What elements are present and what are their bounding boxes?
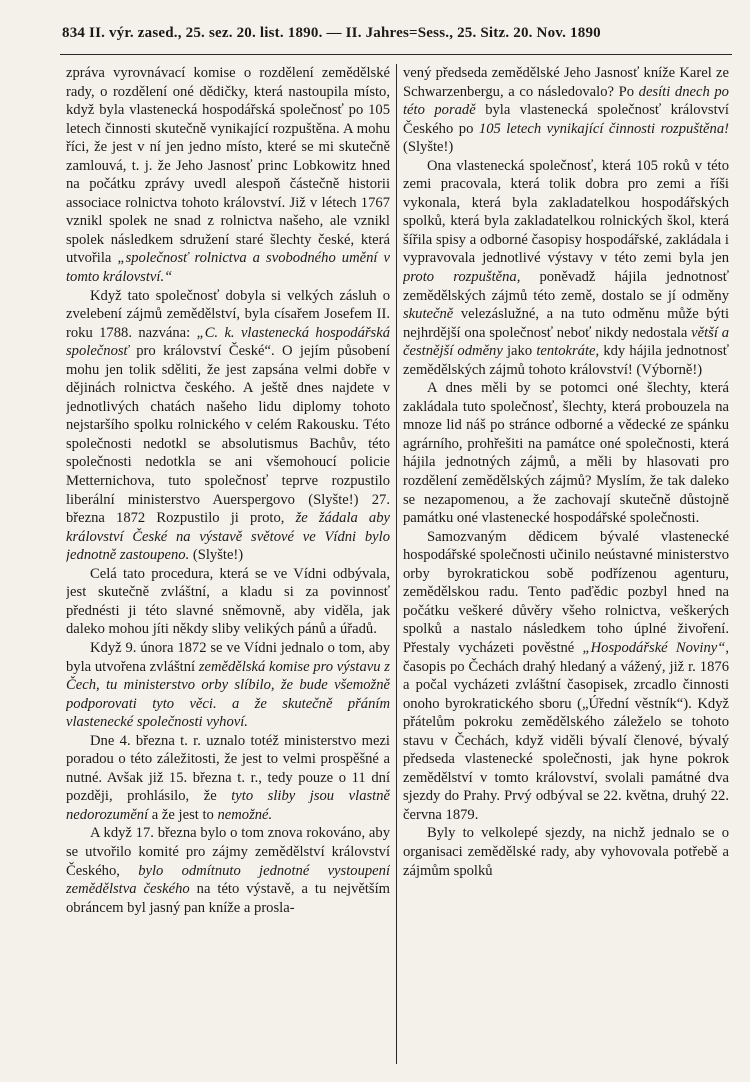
paragraph: A dnes měli by se potomci oné šlechty, která zakládala tuto společnosť, šlechty, která probouzela na mnoze lid náš po stránce odborné a vědecké ze spánku agrárního, prohřešiti na památce oné společnosti, která hájila jednotných zájmů, a měli by hlasovati pro rozdělení zemědělských zájmů? Myslím, že tak daleko se nezapomenou, a že zachovají skutečně důstojně památku oné vlastenecké hospodářské společnosti. [403,380,729,527]
paragraph: Když 9. února 1872 se ve Vídni jednalo o tom, aby byla utvořena zvláštní zemědělská komise pro výstavu z Čech, tu ministerstvo orby slíbilo, že bude všemožně podporovati tyto věci. a že skutečně přáním vlastenecké společnosti vyhoví. [66,639,390,731]
paragraph: Samozvaným dědicem bývalé vlastenecké hospodářské společnosti učinilo neústavné ministerstvo orby byrokratickou sobě podřízenou agenturu, zemědělskou radu. Tento paďědic pozbyl hned na počátku veškeré důvěry všeho rolnictva, veškerých spolků a nastalo následkem toho úplné živoření. Přestaly vycházeti pověstné „Hospodářské Noviny“, časopis po Čechách drahý hledaný a vážený, již r. 1876 a počal vycházeti zvláštní časopisek, zrcadlo činnosti onoho byrokratického sboru („Úřední věstník“). Když přátelům pokroku zemědělského záleželo se tohoto stavu v Čechách, když viděli bývalí členové, bývalý předseda vlastenecké společnosti, jak hyne pokrok zemědělství v tomto království, svolali památné dva sjezdy do Prahy. Prvý odbýval se 22. května, druhý 22. června 1879. [403,528,729,823]
header-text: 834 II. výr. zased., 25. sez. 20. list. 1890. — II. Jahres=Sess., 25. Sitz. 20. Nov. 1890 [62,24,601,41]
left-column [66,64,390,1064]
page-header [62,18,730,48]
paragraph: Celá tato procedura, která se ve Vídni odbývala, jest skutečně zvláštní, a kladu si za povinnosť přednésti ji této slavné sněmovně, aby viděla, jak daleko mohou jíti někdy sliby velikých pánů a úřadů. [66,565,390,638]
paragraph: vený předseda zemědělské Jeho Jasnosť kníže Karel ze Schwarzenbergu, a co následovalo? Po desíti dnech po této poradě byla vlastenecká společnosť království Českého po 105 letech vynikající činnosti rozpuštěna! (Slyšte!) [403,65,729,156]
paragraph: Když tato společnosť dobyla si velkých zásluh o zvelebení zájmů zemědělství, byla císařem Josefem II. roku 1788. nazvána: „C. k. vlastenecká hospodářská společnosť pro království České“. O jejím působení mohu jen tolik sděliti, že jest zapsána velmi dobře v dějinách rolnictva českého. A ještě dnes najdete v jednotlivých chatách našeho lidu diplomy tohoto nejstaršího spolku rolnického v celém Rakousku. Této společnosti nedotkl se absolutismus Bachův, této společnosti nedotkla se ani všemohoucí policie Metternichova, tuto společnosť teprve rozpustilo liberální ministerstvo Auerspergovo (Slyšte!) 27. března 1872 Rozpustilo ji proto, že žádala aby království České na výstavě světové ve Vídni bylo jednotně zastoupeno. (Slyšte!) [66,287,390,564]
paragraph: Ona vlastenecká společnosť, která 105 roků v této zemi pracovala, která tolik dobra pro zemi a říši vykonala, která byla zakladatelkou hospodářských spolků, která byla zakladatelkou rolnických škol, která šířila spisy a odborné časopisy hospodářské, zakládala i vypravovala jednotlivé výstavy v této zemi byla jen proto rozpuštěna, poněvadž hájila jednotnosť zemědělských zájmů této země, dostalo se jí odměny skutečně velezáslužné, a na tuto odměnu může býti nejhrdější ona společnosť neboť nikdy nedostala větší a čestnější odměny jako tentokráte, kdy hájila jednotnosť zemědělských zájmů tohoto království! (Výborně!) [403,157,729,378]
paragraph: Dne 4. března t. r. uznalo totéž ministerstvo mezi poradou o této záležitosti, že jest to velmi prospěšné a nutné. Avšak již 15. března t. r., tedy pouze o 11 dní později, prohlásilo, že tyto sliby jsou vlastně nedorozumění a že jest to nemožné. [66,732,390,823]
column-divider [396,64,397,1064]
paragraph: zpráva vyrovnávací komise o rozdělení zemědělské rady, o rozdělení oné dědičky, která nastoupila místo, když byla vlastenecká hospodářská společnosť po 105 letech činnosti skutečně vynikající rozpuštěna. A mohu říci, že jest v ní jen jedno místo, které se mi skutečně zamlouvá, t. j. že Jeho Jasnosť princ Lobkowitz hned na počátku zprávy uvedl alespoň částečně historii associace rolnictva tohoto království. Již v létech 1767 vznikl spolek ne snad z rolnictva našeho, ale vznikl spolek následkem sdružení staré šlechty české, která utvořila „společnosť rolnictva a svobodného umění v tomto království.“ [66,65,390,286]
header-rule [60,54,732,55]
paragraph: Byly to velkolepé sjezdy, na nichž jednalo se o organisaci zemědělské rady, aby vyhovovala potřebě a zájmům spolků [403,825,729,879]
paragraph: A když 17. března bylo o tom znova rokováno, aby se utvořilo komité pro zájmy zemědělství království Českého, bylo odmítnuto jednotné vystoupení zemědělstva českého na této výstavě, a tu největším obráncem byl jasný pan kníže a prosla- [66,825,390,916]
right-column [403,64,729,1064]
